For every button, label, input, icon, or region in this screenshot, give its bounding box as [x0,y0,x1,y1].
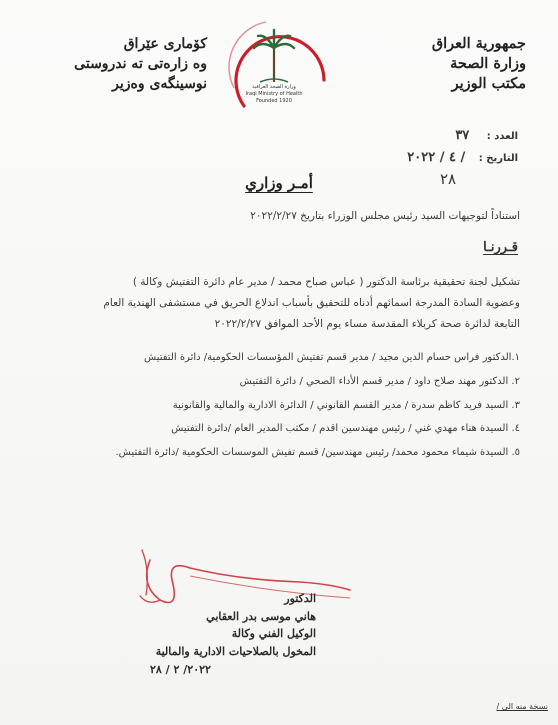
header-ku-office: نوسينگەی وەزير [112,76,207,92]
number-value: ٣٧ [455,128,470,143]
header-ku-ministry: وه زارەتی ته ندروستی [74,56,207,72]
signature-position: الوكيل الفني وكالة [231,627,316,640]
header-arabic [326,34,526,94]
decision-heading: قـررنـا [483,240,518,255]
date-handwritten-day: ٢٨ [440,170,457,188]
document-number [455,128,518,143]
signature-authority: المخول بالصلاحيات الادارية والمالية [155,644,316,658]
date-value: / ٤ / ٢٠٢٢ [407,150,466,165]
signature-date: ٢٠٢٢/ ٢ / ٢٨ [150,663,211,676]
order-title: أمـر وزاري [245,174,313,192]
signature-name: هاني موسى بدر العقابي [206,609,316,623]
header-ar-ministry: وزارة الصحة [450,55,526,72]
list-item: ٣. السيد فريد كاظم سدرة / مدير القسم القانوني / الدائرة الادارية والمالية والقانونية [172,399,520,411]
logo-name-en: Iraqi Ministry of Health [245,91,303,97]
logo-founded: Founded 1920 [256,98,292,104]
list-item: ٥. السيدة شيماء محمود محمد/ رئيس مهندسين/ قسم تفيش الموسسات الحكومية /دائرة التفتيش. [115,447,520,459]
paragraph-line-2: وعضوية السادة المدرجة اسمائهم أدناه للتحقيق بأسباب اندلاع الحريق في مستشفى الهندية العام [103,297,520,309]
header-ar-office: مكتب الوزير [451,75,526,92]
logo-name-ar: وزارة الصحة العراقية [252,84,296,90]
intro-line: استناداً لتوجيهات السيد رئيس مجلس الوزراء بتاريخ ٢٠٢٢/٢/٢٧ [250,210,520,222]
copy-to: نسخة منه الى / [496,702,548,711]
paragraph-line-3: التابعة لدائرة صحة كربلاء المقدسة مساء يوم الأحد الموافق ٢٠٢٢/٢/٢٧ [214,318,520,330]
number-label: العدد : [486,131,518,142]
paragraph-line-1: تشكيل لجنة تحقيقية برئاسة الدكتور ( عباس صباح محمد / مدير عام دائرة التفتيش وكالة ) [132,276,520,288]
committee-members-list [20,346,520,465]
list-item: ١.الدكتور فراس حسام الدين مجيد / مدير قسم تفتيش المؤسسات الحكومية/ دائرة التفتيش [143,352,520,363]
document-date [407,150,518,165]
ministry-logo [214,18,334,110]
signature-title: الدكتور [284,592,316,605]
date-label: التاريخ : [478,153,518,164]
decision-paragraph [30,272,520,335]
list-item: ٤. السيدة هناء مهدي غني / رئيس مهندسين اقدم / مكتب المدير العام /دائرة التفتيش [171,423,520,435]
header-kurdish [22,34,207,94]
list-item: ٢. الدكتور مهند صلاح داود / مدير قسم الأداء الصحي / دائرة التفتيش [239,375,520,387]
header-ar-country: جمهورية العراق [431,35,526,52]
signature-block [156,590,316,660]
header-ku-country: كۆماری عێراق [123,36,207,52]
